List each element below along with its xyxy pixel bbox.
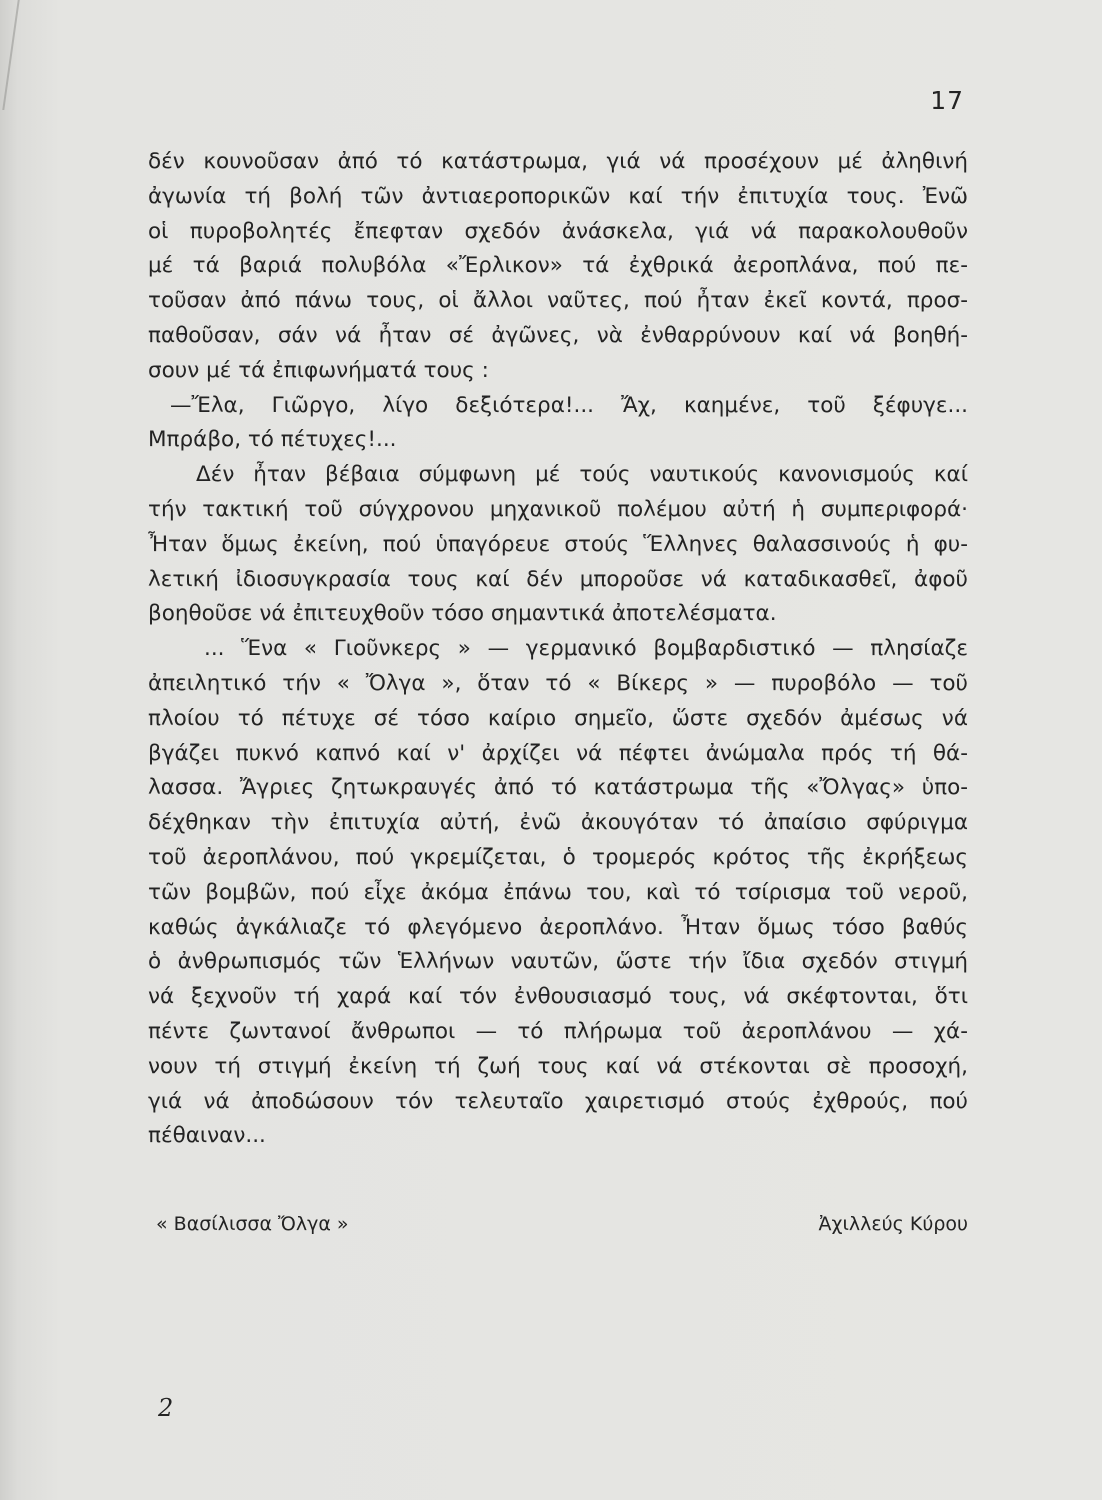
- text-line: βγάζει πυκνό καπνό καί ν' ἀρχίζει νά πέφτει ἀνώμαλα πρός τή θά-: [148, 740, 968, 766]
- text-line: ... Ἕνα « Γιοῦνκερς » — γερμανικό βομβαρδιστικό — πλησίαζε: [204, 636, 968, 662]
- text-line: νά ξεχνοῦν τή χαρά καί τόν ἐνθουσιασμό τους, νά σκέφτονται, ὅτι: [148, 984, 968, 1010]
- text-line: τήν τακτική τοῦ σύγχρονου μηχανικοῦ πολέμου αὐτή ἡ συμπεριφορά·: [148, 496, 968, 522]
- text-line: ἀγωνία τή βολή τῶν ἀντιαεροπορικῶν καί τήν ἐπιτυχία τους. Ἐνῶ: [148, 183, 968, 209]
- text-line: λασσα. Ἄγριες ζητωκραυγές ἀπό τό κατάστρωμα τῆς «Ὄλγας» ὑπο-: [148, 775, 968, 801]
- text-line: τοῦσαν ἀπό πάνω τους, οἱ ἄλλοι ναῦτες, πού ἦταν ἐκεῖ κοντά, προσ-: [148, 288, 968, 314]
- text-line: πέντε ζωντανοί ἄνθρωποι — τό πλήρωμα τοῦ ἀεροπλάνου — χά-: [148, 1018, 968, 1044]
- text-line: σουν μέ τά ἐπιφωνήματά τους :: [148, 357, 489, 383]
- article-body: [148, 145, 968, 1154]
- text-line: καθώς ἀγκάλιαζε τό φλεγόμενο ἀεροπλάνο. Ἦταν ὅμως τόσο βαθύς: [148, 914, 968, 940]
- text-line: λετική ἰδιοσυγκρασία τους καί δέν μποροῦσε νά καταδικασθεῖ, ἀφοῦ: [148, 566, 968, 592]
- text-line: τοῦ ἀεροπλάνου, πού γκρεμίζεται, ὁ τρομερός κρότος τῆς ἐκρήξεως: [148, 844, 968, 870]
- text-line: ἀπειλητικό τήν « Ὄλγα », ὅταν τό « Βίκερς » — πυροβόλο — τοῦ: [148, 670, 968, 696]
- text-line: παθοῦσαν, σάν νά ἦταν σέ ἀγῶνες, νὰ ἐνθαρρύνουν καί νά βοηθή-: [148, 322, 968, 348]
- text-line: οἱ πυροβολητές ἔπεφταν σχεδόν ἀνάσκελα, γιά νά παρακολουθοῦν: [148, 218, 968, 244]
- text-line: γιά νά ἀποδώσουν τόν τελευταῖο χαιρετισμό στούς ἐχθρούς, πού: [148, 1088, 968, 1114]
- text-line: νουν τή στιγμή ἐκείνη τή ζωή τους καί νά στέκονται σὲ προσοχή,: [148, 1053, 968, 1079]
- text-line: πλοίου τό πέτυχε σέ τόσο καίριο σημεῖο, ὥστε σχεδόν ἀμέσως νά: [148, 705, 968, 731]
- source-name: « Βασίλισσα Ὄλγα »: [156, 1213, 349, 1235]
- page-number: 17: [930, 86, 964, 115]
- text-line: πέθαιναν...: [148, 1123, 266, 1149]
- text-line: δέχθηκαν τὴν ἐπιτυχία αὐτή, ἐνῶ ἀκουγόταν τό ἀπαίσιο σφύριγμα: [148, 810, 968, 836]
- author-name: Ἀχιλλεύς Κύρου: [818, 1213, 968, 1235]
- text-line: ὁ ἀνθρωπισμός τῶν Ἑλλήνων ναυτῶν, ὥστε τήν ἴδια σχεδόν στιγμή: [148, 949, 968, 975]
- dialogue-line: Μπράβο, τό πέτυχες!...: [148, 427, 397, 453]
- dialogue-line: —Ἔλα, Γιῶργο, λίγο δεξιότερα!... Ἄχ, καημένε, τοῦ ξέφυγε...: [170, 392, 968, 418]
- text-line: μέ τά βαριά πολυβόλα «Ἔρλικον» τά ἐχθρικά ἀεροπλάνα, πού πε-: [148, 253, 968, 279]
- text-line: δέν κουνοῦσαν ἀπό τό κατάστρωμα, γιά νά προσέχουν μέ ἀληθινή: [148, 149, 968, 174]
- footer-number: 2: [158, 1394, 174, 1422]
- text-line: Ἦταν ὅμως ἐκείνη, πού ὑπαγόρευε στούς Ἕλληνες θαλασσινούς ἡ φυ-: [148, 531, 968, 557]
- text-line: βοηθοῦσε νά ἐπιτευχθοῦν τόσο σημαντικά ἀποτελέσματα.: [148, 601, 777, 627]
- signature-block: [156, 1213, 968, 1235]
- text-line: Δέν ἦταν βέβαια σύμφωνη μέ τούς ναυτικούς κανονισμούς καί: [196, 462, 968, 488]
- text-line: τῶν βομβῶν, πού εἶχε ἀκόμα ἐπάνω του, καὶ τό τσίρισμα τοῦ νεροῦ,: [148, 879, 968, 905]
